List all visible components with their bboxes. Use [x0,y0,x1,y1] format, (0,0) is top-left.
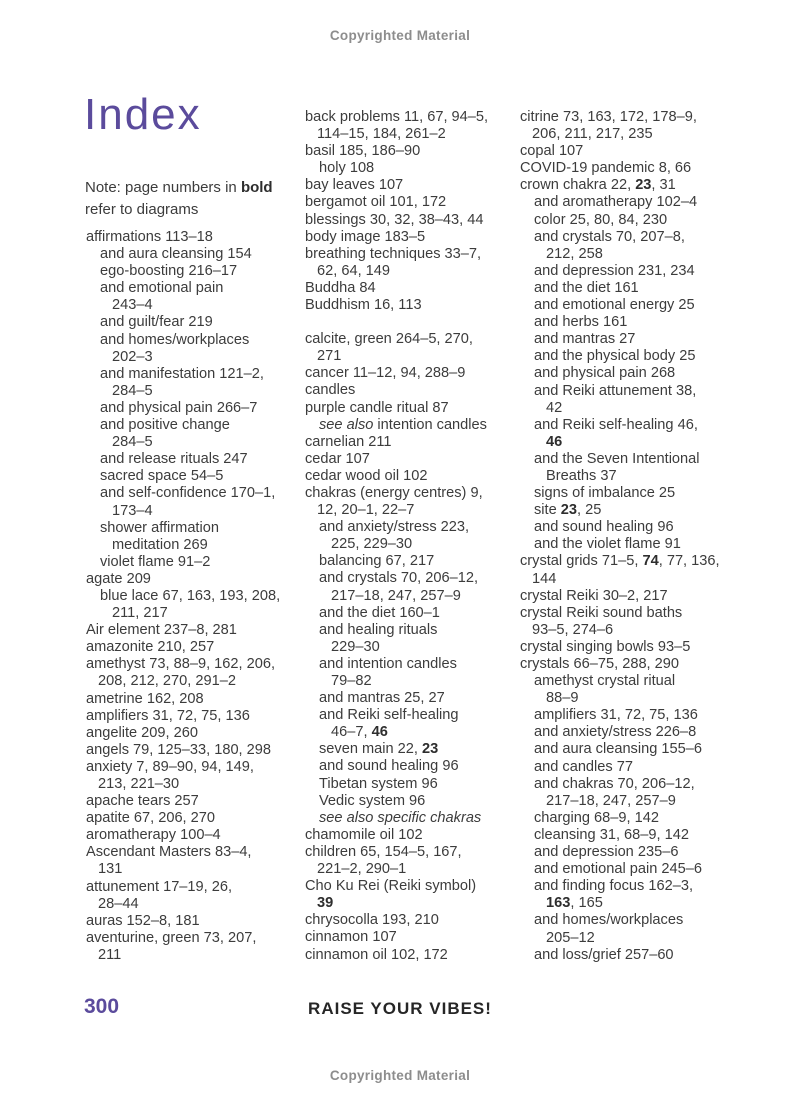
index-entry-continuation: 131 [98,861,123,878]
index-entry-line: and healing rituals [319,621,438,638]
index-entry-continuation: 284–5 [112,382,153,399]
index-entry [86,656,304,690]
index-entry [305,690,521,707]
index-entry-line: blessings 30, 32, 38–43, 44 [305,211,484,228]
index-entry-line: see also specific chakras [319,809,482,826]
index-entry-line: and physical pain 266–7 [100,399,258,416]
index-entry [305,485,521,519]
index-entry [520,160,752,177]
index-entry-line: amazonite 210, 257 [86,639,215,656]
index-entry-line: carnelian 211 [305,433,392,450]
index-entry-line: and emotional energy 25 [534,297,695,314]
index-entry [305,656,521,690]
index-entry [86,400,304,417]
index-entry-line: cleansing 31, 68–9, 142 [534,826,689,843]
index-entry [520,383,752,417]
index-entry-line: shower affirmation [100,519,219,536]
index-entry-line: aromatherapy 100–4 [86,827,221,844]
index-entry [305,741,521,758]
index-entry [86,314,304,331]
index-entry-line: chamomile oil 102 [305,826,423,843]
index-entry-line: affirmations 113–18 [86,229,213,245]
index-entry-continuation: 28–44 [98,895,139,912]
index-entry [305,912,521,929]
index-entry-continuation: 229–30 [331,638,380,655]
index-entry-line: and guilt/fear 219 [100,314,213,331]
index-entry [520,759,752,776]
index-entry-line: apatite 67, 206, 270 [86,810,216,827]
index-entry-continuation: 114–15, 184, 261–2 [317,126,446,143]
index-entry-line: cinnamon oil 102, 172 [305,946,448,963]
index-entry-line: and the diet 161 [534,279,639,296]
index-entry [86,827,304,844]
index-entry-continuation: 46 [546,433,563,450]
index-entry-line: site 23, 25 [534,502,602,519]
index-entry [305,707,521,741]
index-entry [520,947,752,964]
index-entry [305,929,521,946]
running-title: RAISE YOUR VIBES! [308,999,492,1018]
index-entry-line: and sound healing 96 [534,519,674,536]
index-entry-line: amplifiers 31, 72, 75, 136 [86,707,250,724]
index-entry-continuation: 12, 20–1, 22–7 [317,502,415,519]
index-entry [86,263,304,280]
index-entry-line: and release rituals 247 [100,451,248,468]
index-entry [86,485,304,519]
index-entry-line: charging 68–9, 142 [534,809,659,826]
index-entry [86,554,304,571]
index-entry [86,930,304,964]
index-entry-line: crystal Reiki sound baths [520,604,683,621]
index-entry-continuation: 88–9 [546,690,579,707]
index-entry [520,348,752,365]
index-entry-line: Air element 237–8, 281 [86,622,237,639]
index-entry [520,844,752,861]
index-entry-continuation: 46–7, 46 [331,724,388,741]
index-entry [520,417,752,451]
index-entry [305,776,521,793]
index-entry-line: amethyst 73, 88–9, 162, 206, [86,656,276,673]
index-entry-line: cedar wood oil 102 [305,467,428,484]
index-entry-line: cedar 107 [305,450,370,467]
index-entry [305,553,521,570]
index-entry [305,400,521,417]
index-entry-line: and positive change [100,417,230,434]
index-entry [305,451,521,468]
index-entry-line: and anxiety/stress 226–8 [534,724,697,741]
index-entry-line: ego-boosting 216–17 [100,263,238,280]
index-entry-line: Ascendant Masters 83–4, [86,844,252,861]
index-entry [305,331,521,365]
index-entry [86,229,304,246]
index-entry [86,810,304,827]
index-entry [520,673,752,707]
index-entry-line: breathing techniques 33–7, [305,245,482,262]
index-entry-line: crown chakra 22, 23, 31 [520,177,676,194]
index-entry [86,280,304,314]
index-entry-continuation: 206, 211, 217, 235 [532,126,653,143]
index-entry-continuation: 79–82 [331,673,372,689]
index-entry-line: and crystals 70, 206–12, [319,570,479,587]
index-entry [86,468,304,485]
index-entry-line: and mantras 25, 27 [319,690,445,707]
index-entry-line: violet flame 91–2 [100,553,211,570]
index-entry-line: and mantras 27 [534,331,636,348]
index-entry-line: and finding focus 162–3, [534,878,694,895]
index-entry-line: purple candle ritual 87 [305,399,449,416]
index-entry-line: body image 183–5 [305,228,426,245]
index-entry-continuation: 221–2, 290–1 [317,861,407,878]
index-entry-line: aventurine, green 73, 207, [86,929,257,946]
index-entry-continuation: 211 [98,946,122,963]
index-entry-continuation: meditation 269 [112,536,208,553]
index-entry-line: and the physical body 25 [534,348,696,365]
index-entry-continuation: 284–5 [112,434,153,451]
index-entry [86,913,304,930]
index-entry-continuation: 144 [532,570,557,587]
index-entry [305,229,521,246]
index-entry [305,143,521,160]
index-entry [305,810,521,827]
index-entry-continuation: 39 [317,895,334,912]
index-entry [86,588,304,622]
index-entry [86,793,304,810]
index-title: Index [84,90,202,139]
index-entry [305,280,521,297]
index-entry-line: amethyst crystal ritual [534,673,676,690]
index-entry [86,417,304,451]
index-note: Note: page numbers in bold refer to diagrams [85,179,273,218]
index-entry [520,605,752,639]
index-entry [86,708,304,725]
index-entry [305,622,521,656]
index-entry [520,314,752,331]
index-entry [305,212,521,229]
index-entry [520,263,752,280]
index-entry [305,382,521,399]
index-entry [520,878,752,912]
index-entry-line: and emotional pain 245–6 [534,861,702,878]
index-entry [305,194,521,211]
index-entry-line: and depression 235–6 [534,844,679,861]
index-entry-line: crystals 66–75, 288, 290 [520,656,680,672]
index-entry-line: and Reiki attunement 38, [534,382,697,399]
index-entry [305,246,521,280]
index-entry [520,707,752,724]
index-entry [86,725,304,742]
index-entry-line: and homes/workplaces [100,331,250,348]
index-entry [86,332,304,366]
index-entry [305,570,521,604]
index-entry [520,776,752,810]
index-entry [520,229,752,263]
index-entry [520,109,752,143]
index-entry [520,280,752,297]
index-entry-line: blue lace 67, 163, 193, 208, [100,587,281,604]
index-entry [86,246,304,263]
index-entry-line: angels 79, 125–33, 180, 298 [86,741,272,758]
index-entry [305,297,521,314]
page-number: 300 [84,995,120,1018]
index-entry [520,194,752,211]
index-entry-line: and self-confidence 170–1, [100,485,276,502]
index-entry-line: anxiety 7, 89–90, 94, 149, [86,758,254,775]
index-entry-continuation: 225, 229–30 [331,536,413,553]
index-entry [520,553,752,587]
index-entry [305,519,521,553]
index-entry [520,297,752,314]
index-entry [305,177,521,194]
index-entry-line: bergamot oil 101, 172 [305,194,447,211]
index-column-3 [520,109,752,964]
index-entry [305,109,521,143]
index-entry-line: and manifestation 121–2, [100,365,264,382]
index-entry-line: bay leaves 107 [305,177,404,194]
index-entry-continuation: Breaths 37 [546,467,617,484]
index-entry-line: balancing 67, 217 [319,553,435,570]
index-entry-line: and the Seven Intentional [534,450,700,467]
index-entry-continuation: 163, 165 [546,895,603,912]
index-entry [520,212,752,229]
index-entry-line: basil 185, 186–90 [305,143,421,160]
index-entry [520,656,752,673]
index-entry [520,827,752,844]
index-entry-line: copal 107 [520,143,584,160]
index-entry-line: and the diet 160–1 [319,604,440,621]
index-column-2 [305,109,521,964]
index-entry-continuation: 217–18, 247, 257–9 [546,792,676,809]
index-entry-line: and emotional pain [100,280,224,297]
index-entry [86,879,304,913]
index-entry [86,571,304,588]
index-entry-continuation: 217–18, 247, 257–9 [331,587,461,604]
index-entry-line: cinnamon 107 [305,929,397,946]
index-entry-line: cancer 11–12, 94, 288–9 [305,365,466,382]
index-entry [305,878,521,912]
index-entry [305,365,521,382]
index-entry [520,912,752,946]
index-entry-line: and aura cleansing 154 [100,246,252,263]
index-entry [86,759,304,793]
index-entry-line: and homes/workplaces [534,912,684,929]
index-entry [520,485,752,502]
index-entry-line: and loss/grief 257–60 [534,946,674,963]
index-entry-line: and herbs 161 [534,314,628,331]
index-entry-continuation: 208, 212, 270, 291–2 [98,673,236,690]
index-entry [305,468,521,485]
index-entry-line: seven main 22, 23 [319,741,439,758]
index-entry-continuation: 213, 221–30 [98,776,180,792]
index-entry [86,622,304,639]
index-entry-line: and Reiki self-healing [319,707,459,724]
index-entry [520,536,752,553]
copyright-watermark-top: Copyrighted Material [329,28,471,43]
index-entry-line: auras 152–8, 181 [86,912,200,929]
index-entry-line: and physical pain 268 [534,365,676,382]
index-entry [305,417,521,434]
index-entry-line: and Reiki self-healing 46, [534,416,698,433]
index-entry-line: Buddha 84 [305,279,376,296]
index-entry-line: attunement 17–19, 26, [86,878,233,895]
index-entry [520,177,752,194]
index-entry-line: crystal Reiki 30–2, 217 [520,587,668,604]
index-entry-line: Tibetan system 96 [319,775,438,792]
index-entry-continuation: 42 [546,399,563,416]
index-entry [520,724,752,741]
index-entry-line: and aura cleansing 155–6 [534,741,702,758]
index-entry-line: calcite, green 264–5, 270, [305,331,473,348]
index-entry-line: color 25, 80, 84, 230 [534,211,668,228]
index-entry [86,520,304,554]
index-entry-line: amplifiers 31, 72, 75, 136 [534,707,698,724]
index-entry [86,844,304,878]
index-entry [520,588,752,605]
index-entry-line: COVID-19 pandemic 8, 66 [520,160,692,177]
index-entry-line: apache tears 257 [86,793,199,810]
index-entry [305,793,521,810]
index-entry-continuation: 202–3 [112,348,153,365]
index-entry-line: sacred space 54–5 [100,468,224,485]
index-entry-line: and chakras 70, 206–12, [534,775,695,792]
index-entry-line: and aromatherapy 102–4 [534,194,698,211]
index-entry-continuation: 173–4 [112,502,153,519]
index-entry-line: Cho Ku Rei (Reiki symbol) [305,878,477,895]
index-entry-line: ametrine 162, 208 [86,690,204,707]
index-entry [86,451,304,468]
index-entry [520,331,752,348]
index-entry-line: agate 209 [86,570,151,587]
index-entry-line: and candles 77 [534,758,633,775]
index-entry-line: angelite 209, 260 [86,724,198,741]
index-entry-line: back problems 11, 67, 94–5, [305,109,489,125]
index-entry-line: crystal singing bowls 93–5 [520,638,691,655]
index-entry [305,827,521,844]
index-entry-line: and anxiety/stress 223, [319,519,470,536]
index-entry-line: citrine 73, 163, 172, 178–9, [520,109,697,125]
index-entry-continuation: 93–5, 274–6 [532,621,614,638]
index-entry-line: holy 108 [319,160,375,177]
index-entry [520,143,752,160]
index-entry [86,742,304,759]
index-entry [305,844,521,878]
index-entry [520,741,752,758]
index-entry-continuation: 211, 217 [112,605,168,622]
index-entry [86,691,304,708]
index-entry [520,519,752,536]
index-entry [520,810,752,827]
index-entry [305,947,521,964]
index-entry [520,451,752,485]
index-entry [86,639,304,656]
index-entry-line: crystal grids 71–5, 74, 77, 136, [520,553,720,570]
index-entry [520,502,752,519]
index-entry [305,434,521,451]
index-entry-line: signs of imbalance 25 [534,485,676,502]
index-entry [520,639,752,656]
index-entry-line: and sound healing 96 [319,758,459,775]
index-entry-line: Buddhism 16, 113 [305,297,422,314]
index-entry-line: and depression 231, 234 [534,262,695,279]
index-entry-continuation: 62, 64, 149 [317,262,391,279]
index-entry-line: chrysocolla 193, 210 [305,912,439,929]
index-entry-line: see also intention candles [319,416,487,433]
index-entry-continuation: 205–12 [546,929,595,946]
index-entry [305,160,521,177]
index-entry [305,758,521,775]
index-entry-continuation: 243–4 [112,297,153,314]
index-entry-line: and crystals 70, 207–8, [534,228,685,245]
index-entry [520,365,752,382]
index-entry [86,366,304,400]
index-entry-continuation: 271 [317,348,342,365]
index-entry [520,861,752,878]
index-entry-line: and intention candles [319,655,457,672]
copyright-watermark-bottom: Copyrighted Material [329,1068,471,1083]
index-entry-line: Vedic system 96 [319,792,426,809]
index-entry-line: and the violet flame 91 [534,536,681,553]
index-entry-line: children 65, 154–5, 167, [305,843,462,860]
index-entry-continuation: 212, 258 [546,245,603,262]
index-entry [305,605,521,622]
index-column-1 [86,229,304,964]
index-entry-line: chakras (energy centres) 9, [305,484,483,501]
index-entry-line: candles [305,382,356,399]
